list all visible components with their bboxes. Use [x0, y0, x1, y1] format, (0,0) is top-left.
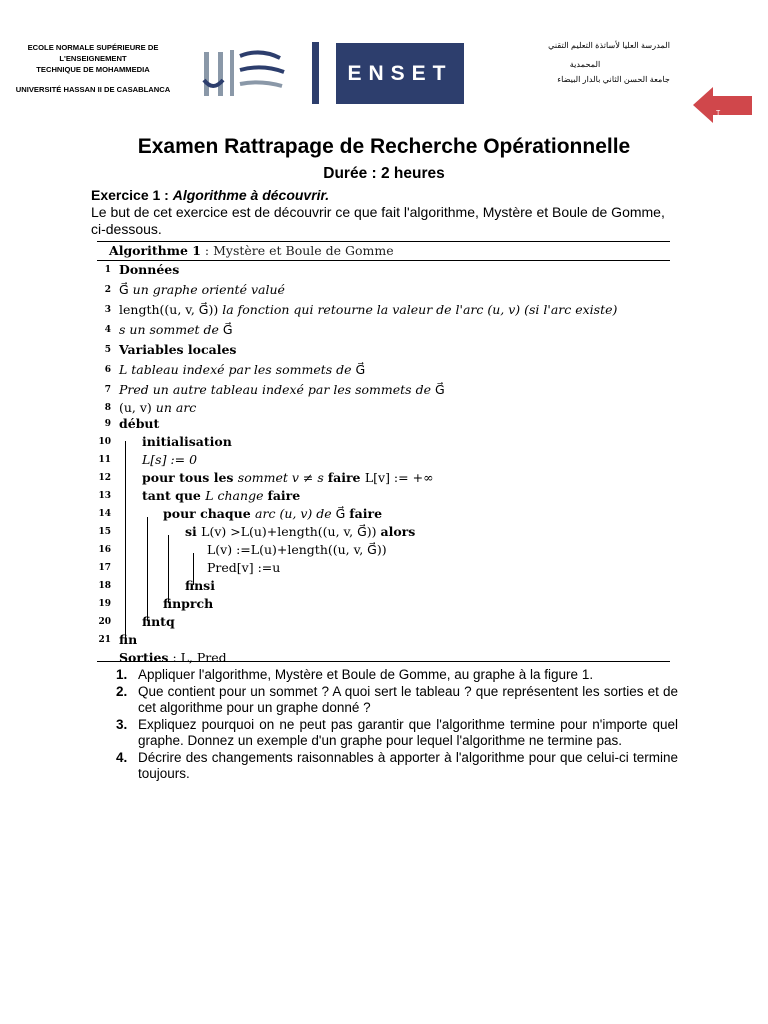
code-fragment: (u, v) [119, 400, 156, 415]
code-fragment: initialisation [142, 434, 232, 449]
arabic-line-1: المدرسة العليا لأساتذة التعليم التقني [548, 41, 670, 50]
question-number: 3. [116, 716, 128, 732]
algorithm-caption-label: Algorithme 1 [109, 243, 201, 258]
algorithm-bottom-rule [97, 661, 670, 662]
algorithm-box [97, 241, 670, 665]
question-number: 4. [116, 749, 128, 765]
code-fragment: un arc [155, 400, 197, 415]
exam-duration: Durée : 2 heures [323, 165, 445, 182]
line-code [119, 415, 159, 433]
code-fragment: un graphe orienté valué [132, 282, 285, 297]
code-fragment: faire [267, 488, 301, 503]
line-number: 10 [98, 437, 111, 447]
question-item [116, 667, 678, 684]
line-number: 1 [104, 265, 111, 275]
code-fragment: Pred un autre tableau indexé par les sommets de [119, 382, 435, 397]
code-fragment: Sorties [119, 650, 169, 665]
line-code [163, 595, 213, 613]
code-fragment: pour chaque [163, 506, 256, 521]
line-code [185, 523, 415, 541]
code-fragment: L change [205, 488, 268, 503]
school-name-block [0, 42, 186, 95]
line-code [119, 261, 179, 279]
code-fragment: L[s] := 0 [142, 452, 198, 467]
question-item [116, 684, 678, 717]
code-fragment: : L, Pred [168, 650, 227, 665]
line-number: 2 [104, 285, 111, 295]
algorithm-caption-title: : Mystère et Boule de Gomme [200, 243, 394, 258]
line-code [185, 577, 215, 595]
question-text: Expliquez pourquoi on ne peut pas garantir que l'algorithme termine pour n'importe quel graphe. Donnez un exemple d'un graphe pour lequel l'algorithme ne termine pas. [138, 716, 678, 748]
code-fragment: length((u, v, G⃗)) [119, 302, 223, 317]
question-list [116, 667, 678, 783]
algorithm-caption [97, 242, 670, 261]
code-fragment: L tableau indexé par les sommets de [119, 362, 356, 377]
line-number: 18 [98, 581, 111, 591]
code-fragment: pour tous les [142, 470, 238, 485]
line-number: 9 [104, 419, 111, 429]
code-fragment: la fonction qui retourne la valeur de l'arc (u, v) (si l'arc existe) [222, 302, 618, 317]
code-fragment: Données [119, 262, 180, 277]
line-number: 3 [104, 305, 111, 315]
code-fragment: G⃗ [119, 282, 133, 297]
line-code [163, 505, 382, 523]
enset-logo [336, 43, 464, 104]
exercise-label: Exercice 1 : [91, 187, 173, 203]
line-number: 20 [98, 617, 111, 627]
line-number: 12 [98, 473, 111, 483]
school-name-line-3: TECHNIQUE DE MOHAMMEDIA [36, 65, 150, 74]
code-fragment: Variables locales [119, 342, 237, 357]
code-fragment: G⃗ [222, 322, 233, 337]
code-fragment: si [185, 524, 202, 539]
algorithm-lines [97, 261, 670, 665]
code-fragment: G⃗ [434, 382, 445, 397]
block-bar-pour [168, 535, 169, 603]
code-fragment: arc (u, v) de [255, 506, 336, 521]
line-number: 16 [98, 545, 111, 555]
line-number: 8 [104, 403, 111, 413]
block-bar-debut [125, 441, 126, 639]
line-number: 15 [98, 527, 111, 537]
line-code [142, 451, 197, 469]
line-number: 19 [98, 599, 111, 609]
line-number: 5 [104, 345, 111, 355]
line-number: 4 [104, 325, 111, 335]
arrow-label: T [716, 110, 721, 117]
question-text: Appliquer l'algorithme, Mystère et Boule de Gomme, au graphe à la figure 1. [138, 667, 594, 682]
code-fragment: finsi [185, 578, 215, 593]
block-bar-tantque [147, 517, 148, 621]
line-code [142, 433, 232, 451]
code-fragment: alors [380, 524, 416, 539]
line-code [119, 381, 445, 399]
line-number: 6 [104, 365, 111, 375]
line-code [119, 649, 227, 667]
code-fragment: fintq [142, 614, 175, 629]
code-fragment: L(v) >L(u)+length((u, v, G⃗)) [201, 524, 381, 539]
code-fragment: début [119, 416, 160, 431]
back-arrow-icon[interactable] [693, 85, 753, 125]
line-code [119, 321, 233, 339]
line-code [142, 613, 175, 631]
code-fragment: Pred[v] :=u [207, 560, 281, 575]
code-fragment: tant que [142, 488, 206, 503]
code-fragment: finprch [163, 596, 214, 611]
line-code [119, 301, 617, 319]
school-name-line-2: L'ENSEIGNEMENT [59, 54, 127, 63]
question-number: 1. [116, 667, 128, 682]
exercise-intro: Le but de cet exercice est de découvrir ce que fait l'algorithme, Mystère et Boule de Gomme, ci-dessous. [91, 204, 665, 237]
exercise-heading [91, 187, 329, 204]
code-fragment: L(v) :=L(u)+length((u, v, G⃗)) [207, 542, 387, 557]
code-fragment: sommet v ≠ s [237, 470, 328, 485]
enset-logo-text: ENSET [347, 61, 453, 85]
line-code [142, 487, 300, 505]
line-number: 11 [98, 455, 111, 465]
university-logo-icon [200, 46, 290, 100]
line-code [142, 469, 433, 487]
code-fragment: fin [119, 632, 138, 647]
arabic-school-name [500, 40, 670, 85]
exam-title: Examen Rattrapage de Recherche Opérationnelle [137, 135, 631, 158]
line-number: 13 [98, 491, 111, 501]
question-number: 2. [116, 683, 128, 699]
code-fragment: faire [327, 470, 365, 485]
line-code [207, 559, 280, 577]
arabic-line-3: جامعة الحسن الثاني بالدار البيضاء [557, 75, 670, 84]
university-name: UNIVERSITÉ HASSAN II DE CASABLANCA [15, 85, 171, 94]
code-fragment: G⃗ [355, 362, 366, 377]
header-divider [312, 42, 319, 104]
line-code [207, 541, 387, 559]
line-number: 14 [98, 509, 111, 519]
question-text: Décrire des changements raisonnables à apporter à l'algorithme pour que celui-ci termine toujours. [138, 749, 678, 781]
code-fragment: s un sommet de [119, 322, 223, 337]
line-code [119, 281, 285, 299]
question-item [116, 750, 678, 783]
line-number: 7 [104, 385, 111, 395]
school-name-line-1: ECOLE NORMALE SUPÉRIEURE DE [27, 43, 159, 52]
arabic-line-2: المحمدية [569, 60, 601, 69]
line-number: 21 [98, 635, 111, 645]
line-number: 17 [98, 563, 111, 573]
line-code [119, 631, 137, 649]
question-text: Que contient pour un sommet ? A quoi sert le tableau ? que représentent les sorties et de cet algorithme pour un graphe donné ? [138, 683, 678, 715]
line-code [119, 361, 365, 379]
exercise-subtitle: Algorithme à découvrir. [172, 187, 330, 203]
code-fragment: G⃗ [335, 506, 350, 521]
code-fragment: L[v] := +∞ [364, 470, 434, 485]
question-item [116, 717, 678, 750]
line-code [119, 341, 236, 359]
code-fragment: faire [349, 506, 383, 521]
